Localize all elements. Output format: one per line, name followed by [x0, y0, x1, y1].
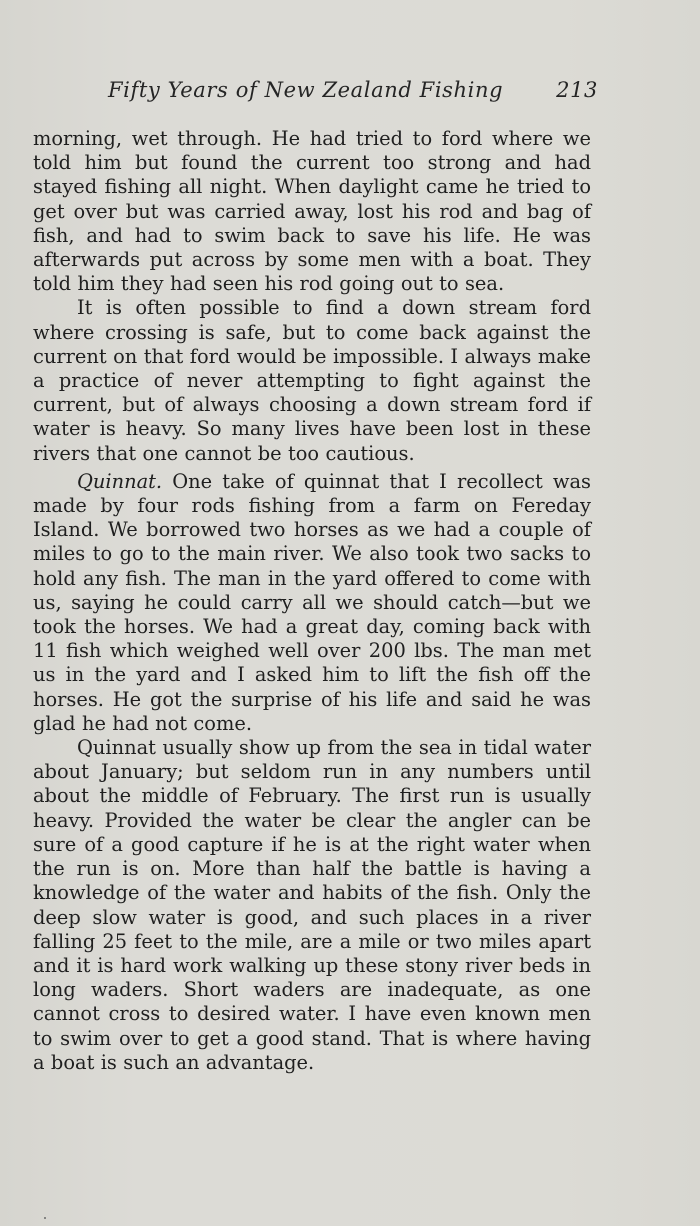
body-text	[33, 127, 591, 1075]
paragraph-4: Quinnat usually show up from the sea in tidal water about January; but seldom run in any numbers until about the middle of February. The first run is usually heavy. Provided the water be clear the angler can be sure of a good capture if he is at the right water when the run is on. More than half the battle is having a knowledge of the water and habits of the fish. Only the deep slow water is good, and such places in a river falling 25 feet to the mile, are a mile or two miles apart and it is hard work walking up these stony river beds in long waders. Short waders are inadequate, as one cannot cross to desired water. I have even known men to swim over to get a good stand. That is where having a boat is such an advantage.	[33, 736, 591, 1074]
paper-speck	[44, 1217, 46, 1219]
section-lead-quinnat: Quinnat.	[77, 469, 163, 493]
paragraph-3-text: One take of quinnat that I recollect was made by four rods fishing from a farm on Fereday Island. We borrowed two horses as we had a couple of miles to go to the main river. We also took two sacks to hold any fish. The man in the yard offered to come with us, saying he could carry all we should catch—but we took the horses. We had a great day, coming back with 11 fish which weighed well over 200 lbs. The man met us in the yard and I asked him to lift the fish off the horses. He got the surprise of his life and said he was glad he had not come.	[33, 469, 591, 735]
page-number: 213	[556, 78, 598, 102]
running-head	[108, 78, 598, 108]
paragraph-3	[33, 470, 591, 736]
paragraph-1: morning, wet through. He had tried to ford where we told him but found the current too strong and had stayed fishing all night. When daylight came he tried to get over but was carried away, lost his rod and bag of fish, and had to swim back to save his life. He was afterwards put across by some men with a boat. They told him they had seen his rod going out to sea.	[33, 127, 591, 296]
running-head-title: Fifty Years of New Zealand Fishing	[108, 78, 504, 102]
paragraph-2: It is often possible to find a down stream ford where crossing is safe, but to come back against the current on that ford would be impossible. I always make a practice of never attempting to fight against the current, but of always choosing a down stream ford if water is heavy. So many lives have been lost in these rivers that one cannot be too cautious.	[33, 296, 591, 465]
